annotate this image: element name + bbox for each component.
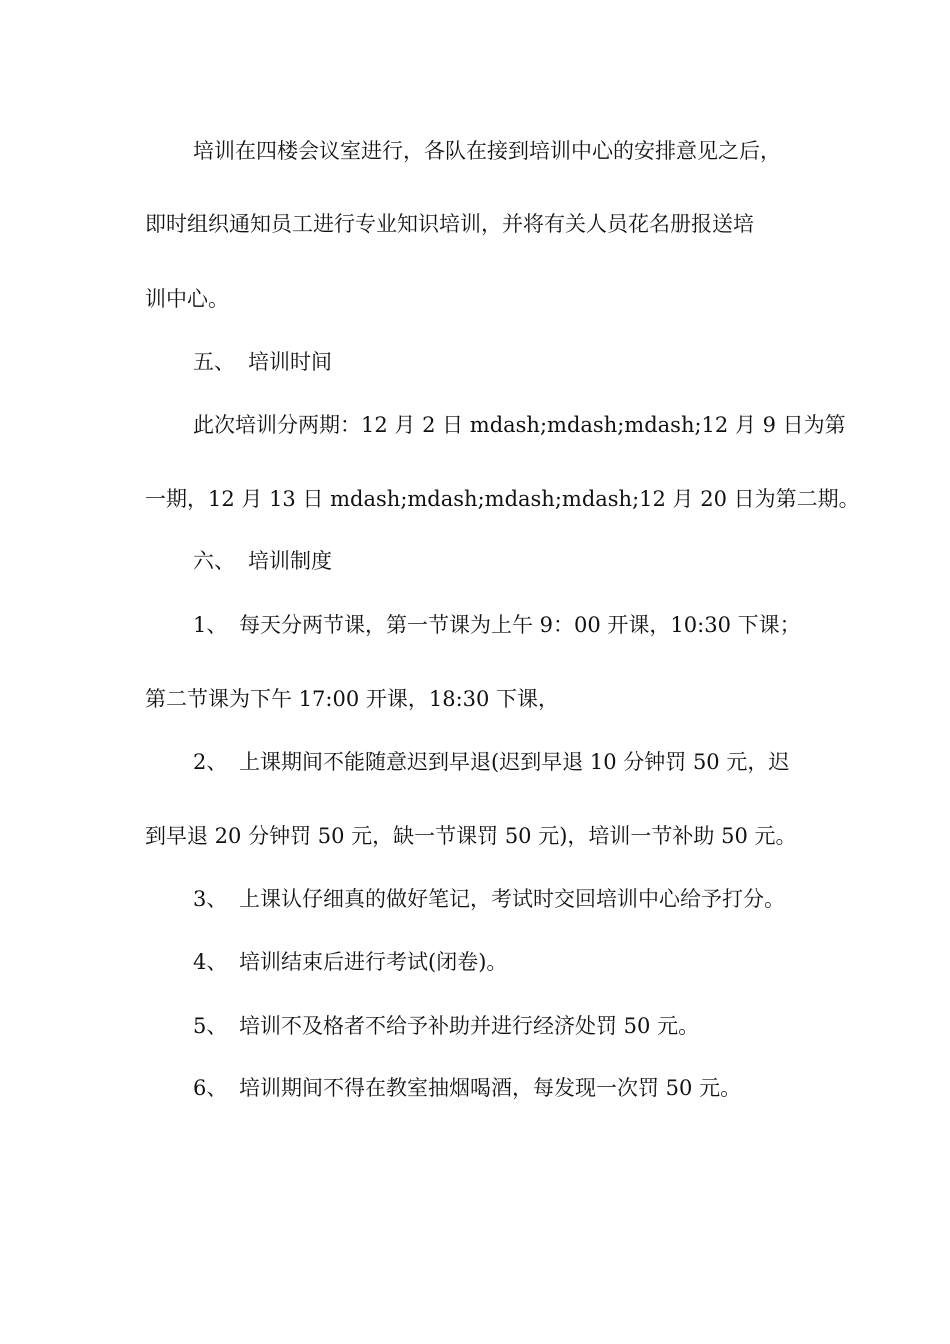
- list-item: [193, 610, 801, 640]
- list-item: [193, 947, 507, 977]
- section-heading-training-rules: [193, 546, 332, 576]
- list-item-text: 培训不及格者不给予补助并进行经济处罚 50 元。: [239, 1014, 700, 1038]
- paragraph-line: 即时组织通知员工进行专业知识培训，并将有关人员花名册报送培: [145, 212, 754, 236]
- section-title: 培训制度: [248, 549, 332, 573]
- list-item: [193, 1073, 741, 1103]
- paragraph-line: 一期，12 月 13 日 mdash;mdash;mdash;mdash;12 月 20 日为第二期。: [145, 487, 860, 511]
- section-heading-training-time: [193, 347, 332, 377]
- paragraph-line: 到早退 20 分钟罚 50 元，缺一节课罚 50 元)，培训一节补助 50 元。: [145, 824, 797, 848]
- list-item-text: 上课期间不能随意迟到早退(迟到早退 10 分钟罚 50 元，迟: [239, 750, 790, 774]
- list-item-number: 1、: [193, 613, 228, 637]
- section-number: 六、: [193, 549, 235, 573]
- paragraph-line: 培训在四楼会议室进行，各队在接到培训中心的安排意见之后，: [193, 139, 781, 163]
- list-item-number: 4、: [193, 950, 228, 974]
- list-item-text: 培训期间不得在教室抽烟喝酒，每发现一次罚 50 元。: [239, 1076, 742, 1100]
- section-title: 培训时间: [248, 350, 332, 374]
- list-item-number: 3、: [193, 887, 228, 911]
- list-item-text: 上课认仔细真的做好笔记，考试时交回培训中心给予打分。: [239, 887, 785, 911]
- list-item: [193, 884, 785, 914]
- list-item-text: 培训结束后进行考试(闭卷)。: [239, 950, 508, 974]
- list-item: [193, 1011, 699, 1041]
- paragraph-line: 训中心。: [145, 287, 229, 311]
- list-item: [193, 747, 789, 777]
- list-item-number: 5、: [193, 1014, 228, 1038]
- section-number: 五、: [193, 350, 235, 374]
- paragraph-line: 此次培训分两期：12 月 2 日 mdash;mdash;mdash;12 月 9 日为第: [193, 413, 846, 437]
- list-item-number: 2、: [193, 750, 228, 774]
- list-item-text: 每天分两节课，第一节课为上午 9：00 开课，10:30 下课；: [239, 613, 801, 637]
- paragraph-line: 第二节课为下午 17:00 开课，18:30 下课，: [145, 687, 560, 711]
- list-item-number: 6、: [193, 1076, 228, 1100]
